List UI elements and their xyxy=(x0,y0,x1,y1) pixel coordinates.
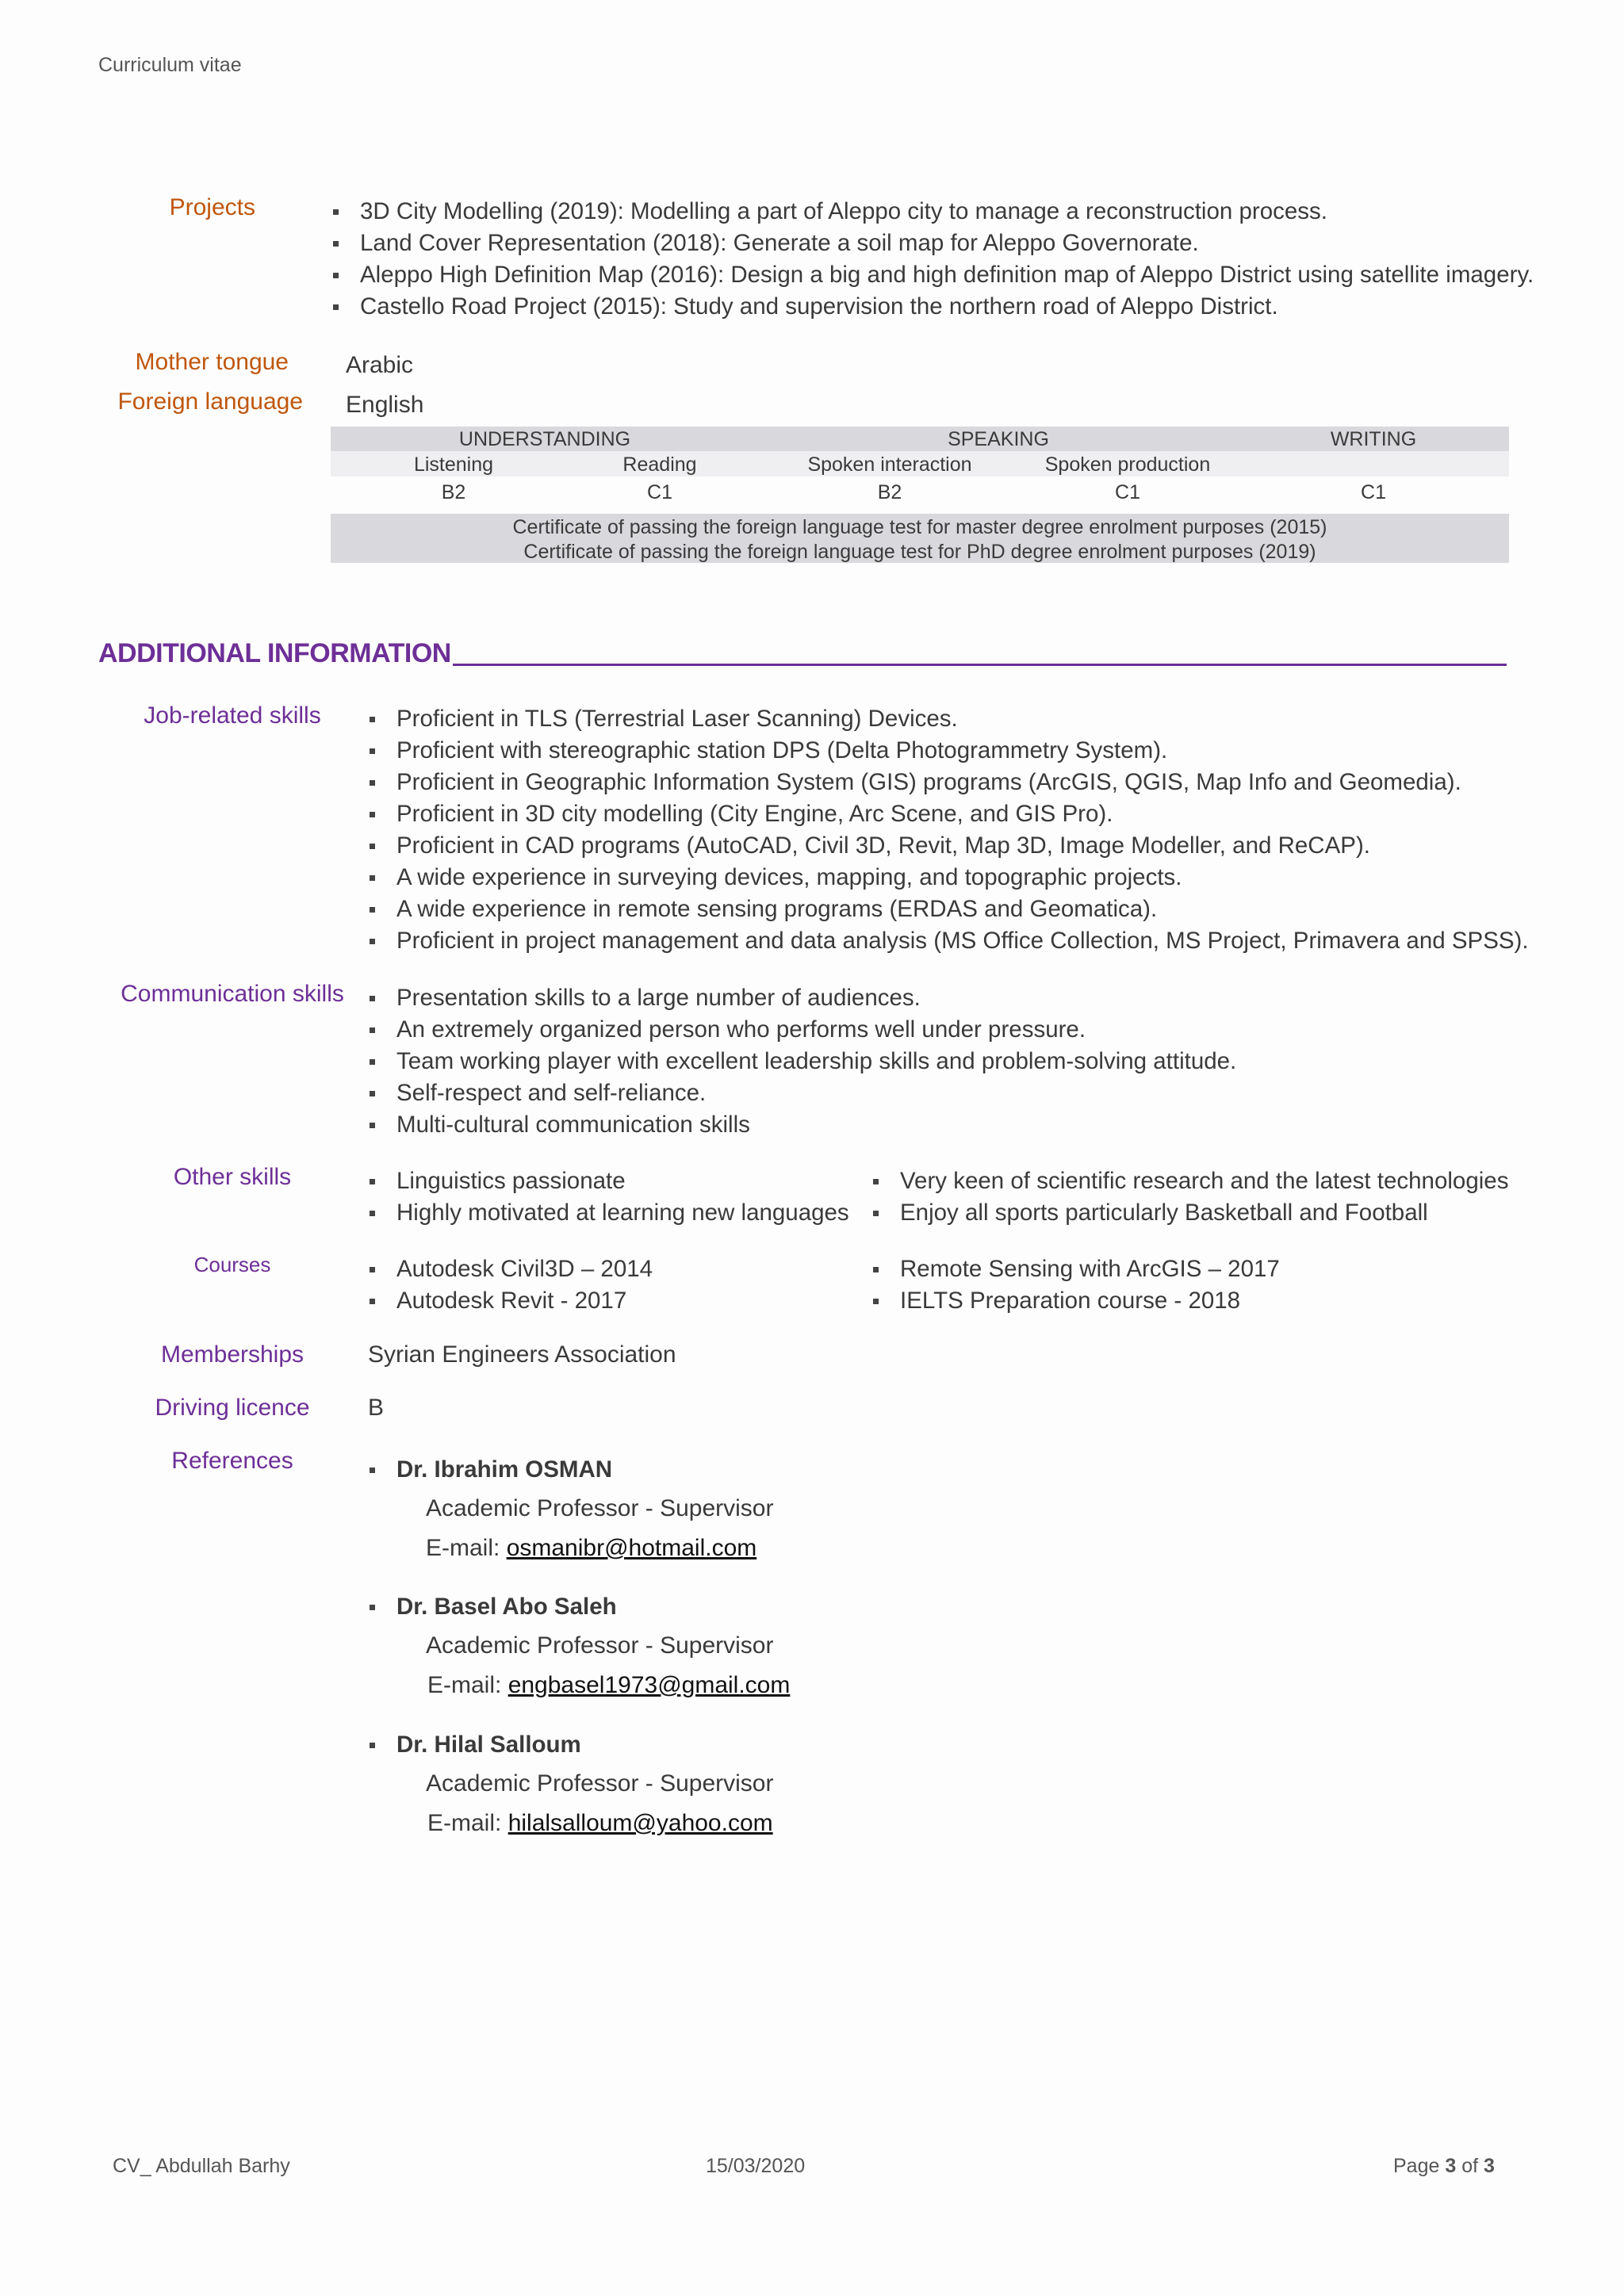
list-item: Remote Sensing with ArcGIS – 2017 xyxy=(870,1253,1280,1285)
other-skills-left-list xyxy=(366,1165,849,1229)
certificate-master: Certificate of passing the foreign language test for master degree enrolment purposes (2015) xyxy=(512,516,1327,538)
email-label: E-mail: xyxy=(426,1535,500,1561)
level-reading: C1 xyxy=(647,481,672,503)
references-label: References xyxy=(171,1448,293,1474)
sub-reading: Reading xyxy=(622,453,697,476)
reference-email-row xyxy=(427,1810,773,1837)
sub-spoken-production: Spoken production xyxy=(1044,453,1211,476)
table-sub-row xyxy=(331,451,1509,476)
job-skills-label: Job-related skills xyxy=(144,702,321,729)
section-divider xyxy=(453,664,1507,666)
list-item: Proficient in Geographic Information System (GIS) programs (ArcGIS, QGIS, Map Info and Geomedia). xyxy=(366,767,1529,798)
list-item: Autodesk Revit - 2017 xyxy=(366,1285,653,1317)
list-item: Enjoy all sports particularly Basketball and Football xyxy=(870,1197,1508,1229)
table-group-row xyxy=(331,427,1509,451)
communication-skills-list xyxy=(366,982,1236,1141)
list-item: 3D City Modelling (2019): Modelling a part of Aleppo city to manage a reconstruction process. xyxy=(330,196,1534,228)
list-item: Proficient with stereographic station DPS (Delta Photogrammetry System). xyxy=(366,735,1529,767)
sub-listening: Listening xyxy=(413,453,494,476)
list-item: Aleppo High Definition Map (2016): Design a big and high definition map of Aleppo District using satellite imagery. xyxy=(330,259,1534,291)
list-item: Very keen of scientific research and the latest technologies xyxy=(870,1165,1508,1197)
memberships-label: Memberships xyxy=(160,1341,304,1368)
list-item: Highly motivated at learning new languages xyxy=(366,1197,849,1229)
footer-date: 15/03/2020 xyxy=(706,2155,806,2177)
email-link[interactable]: engbasel1973@gmail.com xyxy=(508,1672,791,1698)
language-table xyxy=(331,427,1509,563)
table-level-row xyxy=(331,476,1509,507)
list-item: Proficient in CAD programs (AutoCAD, Civil 3D, Revit, Map 3D, Image Modeller, and ReCAP). xyxy=(366,830,1529,862)
courses-left-list xyxy=(366,1253,653,1317)
group-speaking: SPEAKING xyxy=(948,428,1049,450)
courses-right-list xyxy=(870,1253,1280,1317)
list-item: Presentation skills to a large number of audiences. xyxy=(366,982,1236,1014)
table-certificate-row xyxy=(331,514,1509,563)
projects-list xyxy=(330,196,1534,323)
driving-licence-value: B xyxy=(368,1395,385,1421)
list-item: Linguistics passionate xyxy=(366,1165,849,1197)
email-label: E-mail: xyxy=(427,1672,502,1698)
email-link[interactable]: osmanibr@hotmail.com xyxy=(506,1535,757,1561)
section-title-additional: ADDITIONAL INFORMATION xyxy=(98,638,451,668)
other-skills-label: Other skills xyxy=(173,1164,292,1190)
page-prefix: Page xyxy=(1393,2155,1446,2177)
list-item: A wide experience in surveying devices, mapping, and topographic projects. xyxy=(366,862,1529,894)
list-item: Proficient in project management and data analysis (MS Office Collection, MS Project, Primavera and SPSS). xyxy=(366,925,1529,957)
footer-author: CV_ Abdullah Barhy xyxy=(113,2155,290,2177)
list-item: Team working player with excellent leadership skills and problem-solving attitude. xyxy=(366,1046,1236,1077)
communication-skills-label: Communication skills xyxy=(121,981,344,1007)
level-spoken-production: C1 xyxy=(1115,481,1140,503)
courses-label: Courses xyxy=(193,1253,271,1276)
reference-item xyxy=(366,1591,617,1623)
foreign-language-label: Foreign language xyxy=(117,388,303,415)
list-item: An extremely organized person who performs well under pressure. xyxy=(366,1014,1236,1046)
group-understanding: UNDERSTANDING xyxy=(458,428,631,450)
reference-item xyxy=(366,1454,612,1486)
reference-name: Dr. Ibrahim OSMAN xyxy=(366,1454,612,1486)
list-item: Proficient in 3D city modelling (City Engine, Arc Scene, and GIS Pro). xyxy=(366,798,1529,830)
level-writing: C1 xyxy=(1361,481,1386,503)
reference-name: Dr. Hilal Salloum xyxy=(366,1729,581,1761)
list-item: Self-respect and self-reliance. xyxy=(366,1077,1236,1109)
projects-label: Projects xyxy=(169,194,255,220)
page-current: 3 xyxy=(1445,2155,1457,2177)
other-skills-right-list xyxy=(870,1165,1508,1229)
reference-item xyxy=(366,1729,581,1761)
driving-licence-label: Driving licence xyxy=(155,1395,310,1421)
list-item: A wide experience in remote sensing programs (ERDAS and Geomatica). xyxy=(366,894,1529,925)
reference-role: Academic Professor - Supervisor xyxy=(426,1495,774,1521)
page-middle: of xyxy=(1456,2155,1484,2177)
job-skills-list xyxy=(366,703,1529,957)
reference-email-row xyxy=(427,1672,790,1699)
list-item: IELTS Preparation course - 2018 xyxy=(870,1285,1280,1317)
mother-tongue-value: Arabic xyxy=(346,352,414,378)
sub-spoken-interaction: Spoken interaction xyxy=(807,453,972,476)
foreign-language-value: English xyxy=(346,392,424,418)
mother-tongue-label: Mother tongue xyxy=(135,349,289,375)
reference-name: Dr. Basel Abo Saleh xyxy=(366,1591,617,1623)
certificate-phd: Certificate of passing the foreign language test for PhD degree enrolment purposes (2019) xyxy=(523,541,1316,563)
list-item: Land Cover Representation (2018): Generate a soil map for Aleppo Governorate. xyxy=(330,228,1534,259)
page-total: 3 xyxy=(1484,2155,1495,2177)
email-link[interactable]: hilalsalloum@yahoo.com xyxy=(508,1810,773,1836)
reference-email-row xyxy=(426,1535,756,1562)
footer-page-number xyxy=(1393,2155,1495,2178)
list-item: Autodesk Civil3D – 2014 xyxy=(366,1253,653,1285)
email-label: E-mail: xyxy=(427,1810,502,1836)
group-writing: WRITING xyxy=(1330,428,1417,450)
list-item: Proficient in TLS (Terrestrial Laser Scanning) Devices. xyxy=(366,703,1529,735)
level-listening: B2 xyxy=(441,481,466,503)
memberships-value: Syrian Engineers Association xyxy=(368,1341,676,1368)
reference-role: Academic Professor - Supervisor xyxy=(426,1770,774,1797)
reference-role: Academic Professor - Supervisor xyxy=(426,1632,774,1659)
list-item: Castello Road Project (2015): Study and supervision the northern road of Aleppo District. xyxy=(330,291,1534,323)
level-spoken-interaction: B2 xyxy=(877,481,902,503)
header-title: Curriculum vitae xyxy=(98,54,242,76)
list-item: Multi-cultural communication skills xyxy=(366,1109,1236,1141)
